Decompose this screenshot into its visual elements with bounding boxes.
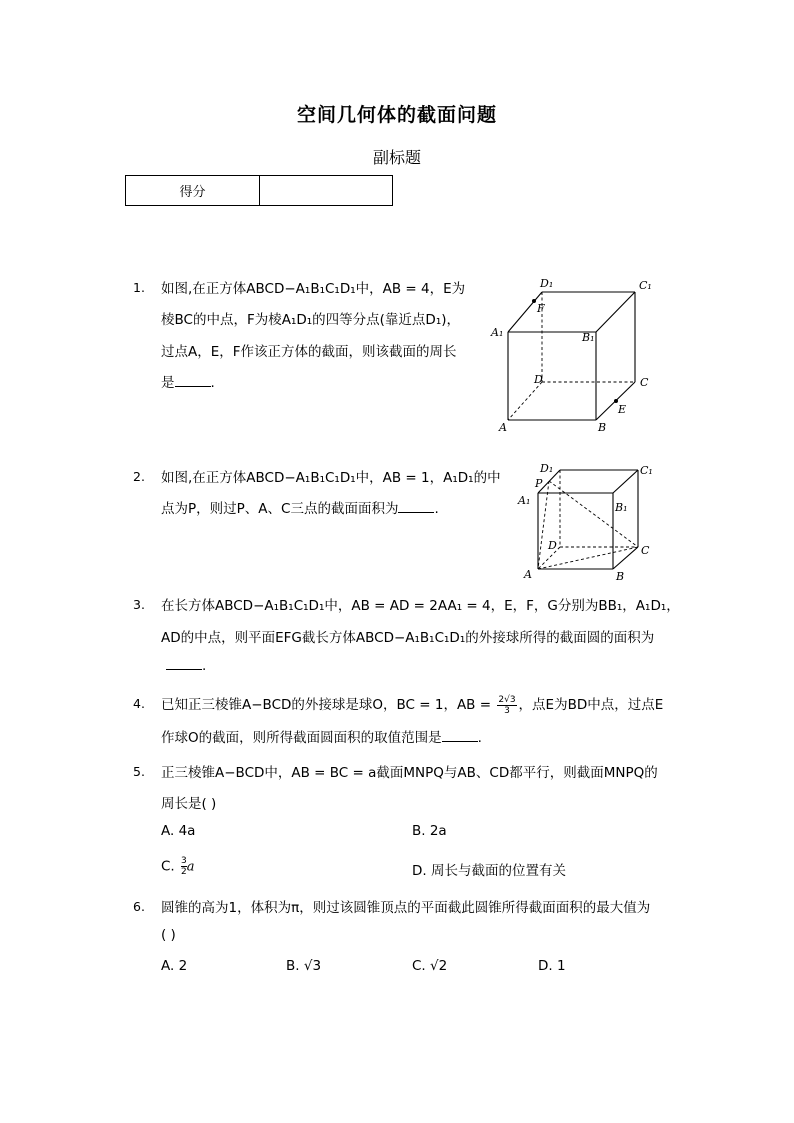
fraction-numerator: 3	[181, 856, 187, 866]
question-text-line: 如图,在正方体ABCD−A₁B₁C₁D₁中，AB = 1，A₁D₁的中	[161, 470, 501, 486]
fraction	[497, 695, 516, 716]
question-number: 2.	[133, 469, 145, 484]
label-c: C	[640, 376, 649, 389]
question-text-line: ( )	[161, 927, 176, 943]
question-text-line: 圆锥的高为1，体积为π，则过该圆锥顶点的平面截此圆锥所得截面面积的最大值为	[161, 900, 651, 916]
answer-line	[161, 497, 439, 517]
fraction-denominator: 3	[504, 705, 510, 716]
label-c: C	[641, 544, 650, 557]
fraction-numerator: 2√3	[498, 694, 516, 705]
cube-figure-1	[490, 270, 665, 436]
question-text-line: 正三棱锥A−BCD中，AB = BC = a截面MNPQ与AB、CD都平行，则截面MNPQ的	[161, 765, 658, 781]
answer-line	[166, 656, 206, 674]
question-tail: .	[477, 730, 482, 746]
question-text-line: 过点A，E，F作该正方体的截面，则该截面的周长	[161, 344, 457, 360]
question-text: 已知正三棱锥A−BCD的外接球是球O，BC = 1，AB =	[161, 697, 492, 713]
question-text: ，点E为BD中点，过点E	[518, 697, 664, 713]
label-f: F	[537, 302, 545, 315]
question-tail: .	[202, 658, 207, 674]
label-d: D	[534, 373, 543, 386]
label-b: B	[598, 421, 607, 434]
question-tail: .	[210, 375, 215, 391]
label-d: D	[548, 539, 557, 552]
cube-figure-2	[512, 459, 662, 585]
label-e: E	[618, 403, 627, 416]
question-text: 作球O的截面，则所得截面圆面积的取值范围是	[161, 730, 442, 746]
score-label: 得分	[126, 176, 260, 206]
label-c1: C₁	[640, 464, 653, 477]
option-a[interactable]: A. 4a	[161, 823, 196, 839]
option-label: C.	[161, 858, 175, 875]
fraction-denominator: 2	[181, 867, 187, 877]
option-b[interactable]: B. √3	[286, 958, 322, 974]
answer-blank[interactable]	[175, 373, 211, 387]
label-c1: C₁	[639, 279, 652, 292]
score-table	[125, 175, 393, 206]
question-text-line: 周长是( )	[161, 796, 217, 812]
label-a: A	[499, 421, 507, 434]
answer-line	[161, 371, 215, 391]
question-text-line: 如图,在正方体ABCD−A₁B₁C₁D₁中，AB = 4，E为	[161, 281, 466, 297]
option-c[interactable]	[161, 856, 195, 877]
question-number: 1.	[133, 280, 145, 295]
option-c[interactable]: C. √2	[412, 958, 448, 974]
label-b: B	[616, 570, 625, 583]
page-title: 空间几何体的截面问题	[296, 104, 497, 126]
question-number: 4.	[133, 696, 145, 711]
label-a1: A₁	[491, 326, 504, 339]
label-a: A	[524, 568, 532, 581]
question-number: 6.	[133, 899, 145, 914]
label-b1: B₁	[615, 501, 628, 514]
answer-blank[interactable]	[398, 499, 434, 513]
question-text: 是	[161, 375, 175, 391]
option-d[interactable]: D. 周长与截面的位置有关	[412, 863, 566, 879]
answer-blank[interactable]	[442, 728, 478, 742]
question-text-line: 在长方体ABCD−A₁B₁C₁D₁中，AB = AD = 2AA₁ = 4，E，F，G分别为BB₁，A₁D₁，	[161, 598, 680, 614]
question-text: 点为P，则过P、A、C三点的截面面积为	[161, 501, 399, 517]
question-tail: .	[434, 501, 439, 517]
label-d1: D₁	[540, 462, 554, 475]
option-variable: a	[186, 859, 195, 875]
question-number: 5.	[133, 764, 145, 779]
label-p: P	[535, 477, 543, 490]
label-b1: B₁	[582, 331, 595, 344]
score-value-cell	[260, 176, 393, 206]
option-a[interactable]: A. 2	[161, 958, 188, 974]
answer-line	[161, 726, 482, 746]
question-text-line	[161, 693, 663, 716]
answer-blank[interactable]	[166, 656, 202, 670]
page-subtitle: 副标题	[372, 148, 421, 167]
label-d1: D₁	[540, 277, 554, 290]
question-text-line: 棱BC的中点，F为棱A₁D₁的四等分点(靠近点D₁)，	[161, 312, 461, 328]
point-f	[532, 299, 536, 303]
question-text-line: AD的中点，则平面EFG截长方体ABCD−A₁B₁C₁D₁的外接球所得的截面圆的面积为	[161, 630, 655, 646]
option-b[interactable]: B. 2a	[412, 823, 447, 839]
option-d[interactable]: D. 1	[538, 958, 566, 974]
question-number: 3.	[133, 597, 145, 612]
label-a1: A₁	[518, 494, 531, 507]
